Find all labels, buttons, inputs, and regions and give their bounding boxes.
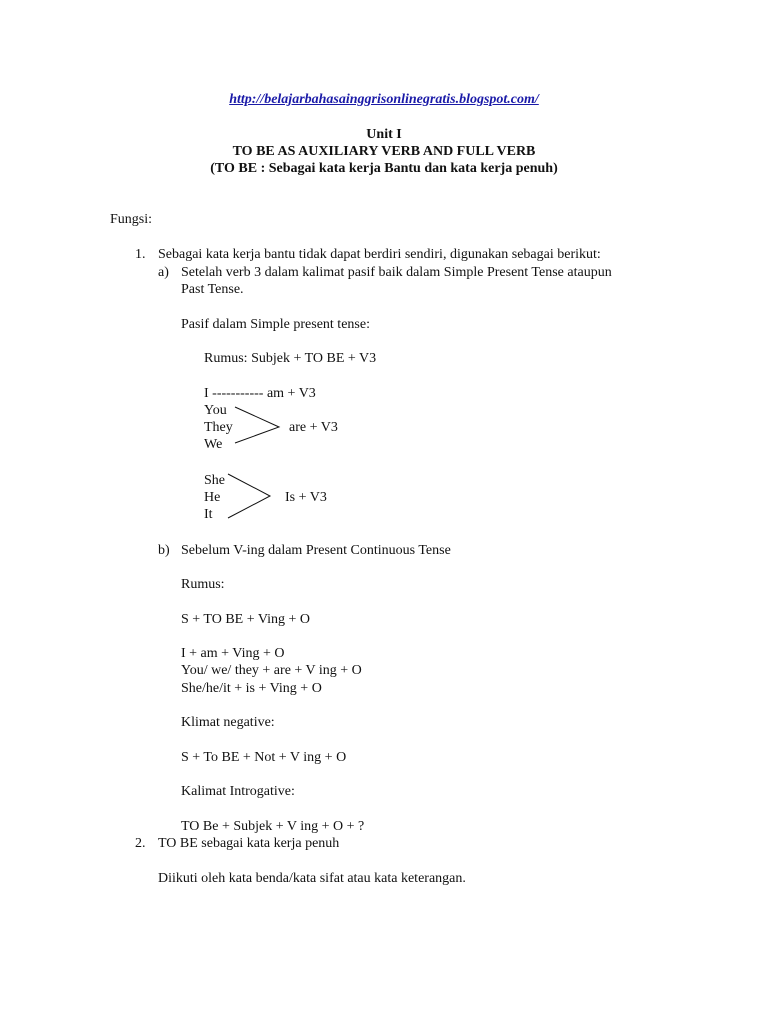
are-v3-result: are + V3 [289, 420, 338, 435]
page-title: TO BE AS AUXILIARY VERB AND FULL VERB [232, 144, 536, 159]
item2-number: 2. [135, 836, 146, 851]
unit-label: Unit I [366, 127, 402, 142]
interrogative-label: Kalimat Introgative: [181, 784, 295, 799]
continuous-formula: S + TO BE + Ving + O [181, 612, 311, 627]
pronoun-it: It [204, 507, 213, 522]
i-am-line: I ----------- am + V3 [204, 386, 316, 401]
item2-note: Diikuti oleh kata benda/kata sifat atau kata keterangan. [158, 871, 466, 886]
bracket-are [233, 405, 283, 445]
pasif-rumus: Rumus: Subjek + TO BE + V3 [204, 351, 377, 366]
item1a-line1: Setelah verb 3 dalam kalimat pasif baik dalam Simple Present Tense ataupun [181, 265, 612, 280]
interrogative-formula: TO Be + Subjek + V ing + O + ? [181, 819, 365, 834]
example-i: I + am + Ving + O [181, 646, 285, 661]
item1a-line2: Past Tense. [181, 282, 244, 297]
example-you-we-they: You/ we/ they + are + V ing + O [181, 663, 362, 678]
negative-label: Klimat negative: [181, 715, 275, 730]
negative-formula: S + To BE + Not + V ing + O [181, 750, 347, 765]
bracket-is [226, 472, 276, 520]
item1b-letter: b) [158, 543, 170, 558]
rumus-label: Rumus: [181, 577, 225, 592]
fungsi-label: Fungsi: [110, 212, 153, 227]
item1b-line1: Sebelum V-ing dalam Present Continuous Tense [181, 543, 451, 558]
pronoun-they: They [204, 420, 233, 435]
blog-url-link[interactable]: http://belajarbahasainggrisonlinegratis.blogspot.com/ [229, 92, 539, 107]
example-she-he-it: She/he/it + is + Ving + O [181, 681, 322, 696]
pasif-label: Pasif dalam Simple present tense: [181, 317, 370, 332]
pronoun-you: You [204, 403, 227, 418]
page-subtitle: (TO BE : Sebagai kata kerja Bantu dan kata kerja penuh) [210, 161, 558, 176]
pronoun-he: He [204, 490, 221, 505]
item1-number: 1. [135, 247, 146, 262]
pronoun-we: We [204, 437, 223, 452]
is-v3-result: Is + V3 [285, 490, 327, 505]
item1-text: Sebagai kata kerja bantu tidak dapat berdiri sendiri, digunakan sebagai berikut: [158, 247, 601, 262]
pronoun-she: She [204, 473, 225, 488]
item2-text: TO BE sebagai kata kerja penuh [158, 836, 340, 851]
item1a-letter: a) [158, 265, 169, 280]
header-url[interactable] [0, 91, 768, 108]
